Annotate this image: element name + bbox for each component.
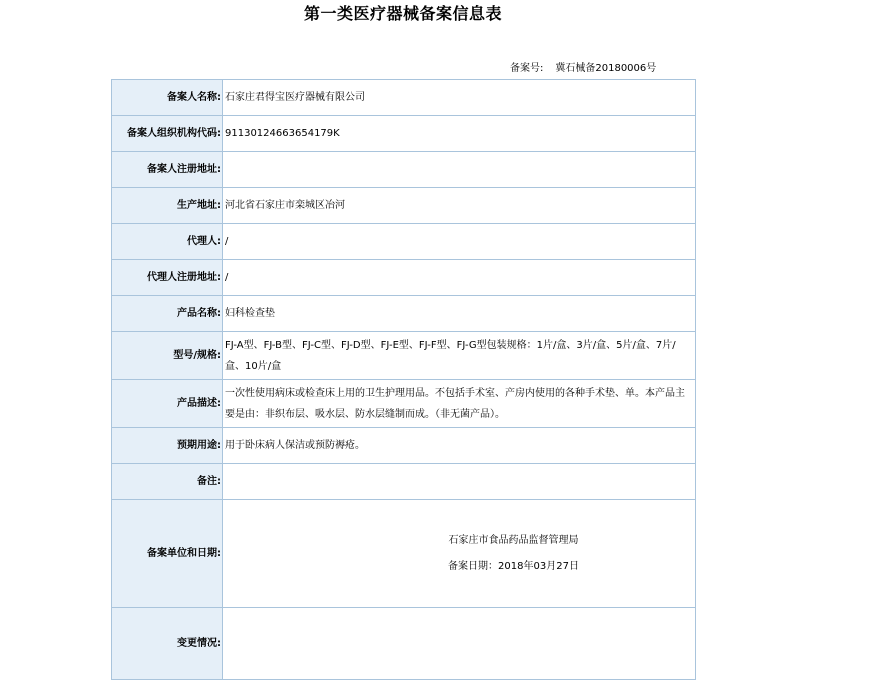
row-label-org-code: 备案人组织机构代码: — [112, 116, 223, 152]
row-label-filing-authority-date: 备案单位和日期: — [112, 500, 223, 608]
row-label-remarks: 备注: — [112, 464, 223, 500]
record-number-value: 冀石械备20180006号 — [555, 63, 657, 74]
table-row — [112, 428, 696, 464]
record-info-table — [111, 79, 696, 680]
row-label-product-name: 产品名称: — [112, 296, 223, 332]
row-label-change-history: 变更情况: — [112, 608, 223, 680]
table-row — [112, 260, 696, 296]
row-value-remarks — [223, 464, 696, 500]
table-row — [112, 116, 696, 152]
row-value-agent: / — [223, 224, 696, 260]
row-value-production-address: 河北省石家庄市栾城区冶河 — [223, 188, 696, 224]
table-row — [112, 296, 696, 332]
row-label-filer-name: 备案人名称: — [112, 80, 223, 116]
approval-block — [225, 528, 692, 580]
row-label-intended-use: 预期用途: — [112, 428, 223, 464]
row-value-filing-authority-date — [223, 500, 696, 608]
table-row — [112, 152, 696, 188]
table-row — [112, 500, 696, 608]
row-label-production-address: 生产地址: — [112, 188, 223, 224]
row-value-filer-name: 石家庄君得宝医疗器械有限公司 — [223, 80, 696, 116]
table-row — [112, 224, 696, 260]
row-value-product-description: 一次性使用病床或检查床上用的卫生护理用品。不包括手术室、产房内使用的各种手术垫、单。本产品主要是由：非织布层、吸水层、防水层缝制而成。（非无菌产品）。 — [223, 380, 696, 428]
table-row — [112, 188, 696, 224]
row-value-model-spec: FJ-A型、FJ-B型、FJ-C型、FJ-D型、FJ-E型、FJ-F型、FJ-G型包装规格：1片/盒、3片/盒、5片/盒、7片/盒、10片/盒 — [223, 332, 696, 380]
table-row — [112, 80, 696, 116]
row-value-product-name: 妇科检查垫 — [223, 296, 696, 332]
page-title: 第一类医疗器械备案信息表 — [303, 4, 502, 23]
row-value-intended-use: 用于卧床病人保洁或预防褥疮。 — [223, 428, 696, 464]
row-value-agent-address: / — [223, 260, 696, 296]
row-label-registered-address: 备案人注册地址: — [112, 152, 223, 188]
row-value-org-code: 91130124663654179K — [223, 116, 696, 152]
row-label-agent: 代理人: — [112, 224, 223, 260]
table-row — [112, 332, 696, 380]
row-label-agent-address: 代理人注册地址: — [112, 260, 223, 296]
filing-date: 备案日期：2018年03月27日 — [448, 560, 579, 572]
filing-authority: 石家庄市食品药品监督管理局 — [448, 534, 579, 546]
row-value-registered-address — [223, 152, 696, 188]
table-row — [112, 608, 696, 680]
row-label-product-description: 产品描述: — [112, 380, 223, 428]
record-number-label: 备案号: — [510, 63, 544, 74]
row-value-change-history — [223, 608, 696, 680]
table-row — [112, 380, 696, 428]
table-row — [112, 464, 696, 500]
row-label-model-spec: 型号/规格: — [112, 332, 223, 380]
record-number — [510, 59, 656, 74]
